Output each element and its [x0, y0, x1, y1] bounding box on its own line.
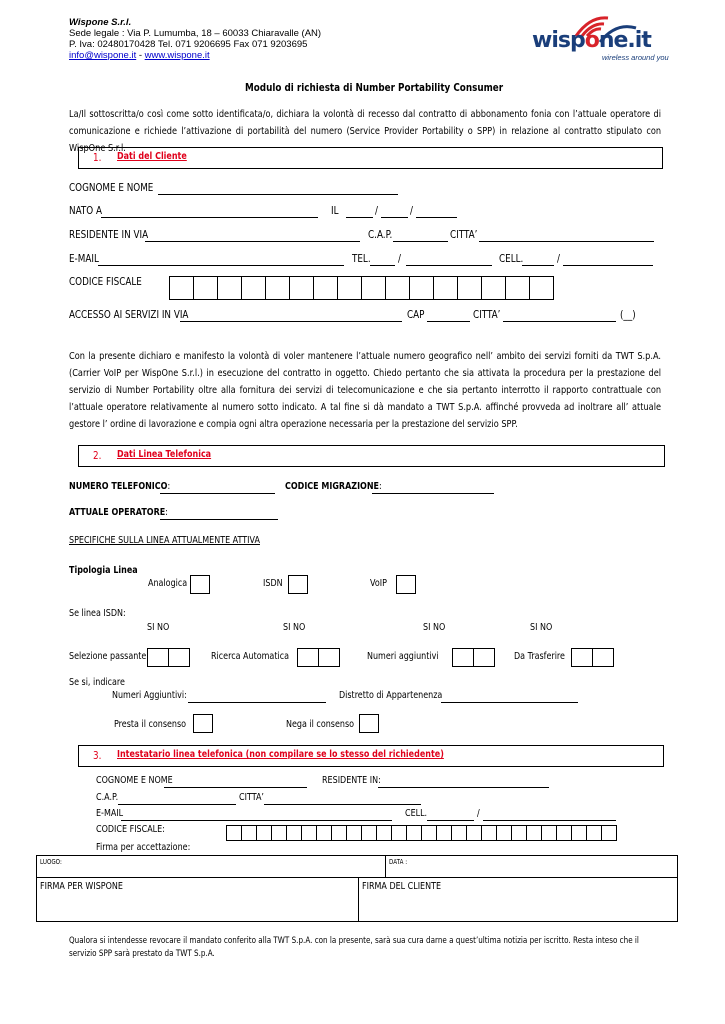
specifiche-heading: SPECIFICHE SULLA LINEA ATTUALMENTE ATTIVA — [69, 535, 260, 546]
cf-label: CODICE FISCALE — [69, 275, 142, 288]
citta2-field[interactable] — [503, 311, 616, 322]
si-no-header-3: SI NO — [423, 622, 446, 633]
section-1-header — [78, 147, 663, 169]
s3-email-field[interactable] — [121, 810, 392, 821]
numeri-label: Numeri aggiuntivi — [367, 651, 439, 662]
link-separator: - — [136, 50, 145, 61]
company-address: Sede legale : Via P. Lumumba, 18 – 60033 Chiaravalle (AN) — [69, 28, 322, 39]
distretto-label: Distretto di Appartenenza — [339, 690, 443, 701]
wispone-logo — [530, 8, 680, 68]
num-agg-label: Numeri Aggiuntivi: — [112, 690, 187, 701]
birth-year-field[interactable] — [416, 207, 457, 218]
nega-checkbox[interactable] — [359, 714, 379, 733]
company-name: Wispone S.r.l. — [69, 17, 132, 28]
website-link[interactable]: www.wispone.it — [144, 50, 210, 61]
citta-label: CITTA’ — [450, 228, 478, 241]
analogica-checkbox[interactable] — [190, 575, 210, 594]
isdn-checkbox[interactable] — [288, 575, 308, 594]
residente-field[interactable] — [145, 231, 360, 242]
logo-tagline: wireless around you — [602, 53, 669, 62]
numero-label: NUMERO TELEFONICO: — [69, 481, 171, 492]
si-no-header-1: SI NO — [147, 622, 170, 633]
citta-field[interactable] — [479, 231, 654, 242]
trasferire-label: Da Trasferire — [514, 651, 565, 662]
s3-cell-label: CELL. — [405, 808, 428, 819]
codice-migrazione-label: CODICE MIGRAZIONE: — [285, 481, 382, 492]
voip-checkbox[interactable] — [396, 575, 416, 594]
company-header — [69, 17, 321, 61]
birth-day-field[interactable] — [346, 207, 373, 218]
nega-label: Nega il consenso — [286, 719, 355, 730]
cell-prefix-field[interactable] — [522, 255, 554, 266]
cap-field[interactable] — [393, 231, 448, 242]
s3-cognome-label: COGNOME E NOME — [96, 775, 173, 786]
section-1-label: Dati del Cliente — [117, 151, 187, 162]
analogica-label: Analogica — [148, 578, 188, 589]
section-2-label: Dati Linea Telefonica — [117, 449, 212, 460]
tipologia-label: Tipologia Linea — [69, 565, 138, 576]
firma-wispone-field[interactable]: FIRMA PER WISPONE — [40, 881, 123, 892]
s3-cognome-field[interactable] — [164, 777, 307, 788]
section-3-header — [78, 745, 664, 767]
il-label: IL — [331, 204, 339, 217]
section-3-label: Intestatario linea telefonica (non compilare se lo stesso del richiedente) — [117, 749, 444, 760]
trasferire-si-no[interactable] — [571, 648, 614, 667]
cap-label: C.A.P. — [368, 228, 393, 241]
numero-field[interactable] — [160, 483, 275, 494]
accesso-field[interactable] — [180, 311, 402, 322]
nato-field[interactable] — [101, 207, 318, 218]
provincia-field[interactable]: (__) — [620, 308, 636, 321]
selezione-si-no[interactable] — [147, 648, 190, 667]
s3-citta-label: CITTA’ — [239, 792, 264, 803]
s3-codice-fiscale-cells[interactable] — [226, 825, 617, 841]
codice-fiscale-cells[interactable] — [169, 276, 554, 300]
num-agg-field[interactable] — [188, 692, 326, 703]
tel-label: TEL. — [352, 252, 371, 265]
cell-number-field[interactable] — [563, 255, 653, 266]
logo-wordmark: wispone.it — [532, 28, 651, 53]
section-2-header — [78, 445, 665, 467]
isdn-label: ISDN — [263, 578, 283, 589]
si-no-header-2: SI NO — [283, 622, 306, 633]
s3-cap-label: C.A.P. — [96, 792, 119, 803]
email-link[interactable]: info@wispone.it — [69, 50, 137, 61]
declaration-paragraph: Con la presente dichiaro e manifesto la volontà di voler mantenere l’attuale numero geografico nell’ ambito dei servizi forniti da TWT S.p.A. (Carrier VoIP per WispOne S.r.l.) in esecuzione del contratto in oggetto. Chiedo pertanto che sia attivata la procedura per la prestazione del servizio di Number Portability oltre alla fornitura dei servizi di telecomunicazione e che sia pertanto interrotto il rapporto contrattuale con l’attuale operatore relativamente al numero sotto indicato. A tal fine si dà mandato a TWT S.p.A. affinché provveda ad inoltrare all’ attuale gestore l’ ordine di lavorazione e compia ogni altra operazione necessaria per la prestazione del servizio SPP. — [69, 351, 662, 430]
page-title: Modulo di richiesta di Number Portability Consumer — [245, 81, 504, 94]
footer-note: Qualora si intendesse revocare il mandato conferito alla TWT S.p.A. con la presente, sarà sua cura darne a quest’ultima notizia per iscritto. Resta inteso che il servizio SPP sarà prestato da TWT S.p.A. — [69, 936, 639, 959]
numeri-si-no[interactable] — [452, 648, 495, 667]
s3-cap-field[interactable] — [118, 794, 236, 805]
s3-cell-number-field[interactable] — [483, 810, 616, 821]
presta-checkbox[interactable] — [193, 714, 213, 733]
data-field[interactable]: DATA : — [389, 858, 408, 866]
accesso-label: ACCESSO AI SERVIZI IN VIA — [69, 308, 189, 321]
distretto-field[interactable] — [441, 692, 578, 703]
se-si-label: Se si, indicare — [69, 677, 125, 688]
codice-migrazione-field[interactable] — [372, 483, 494, 494]
cap2-label: CAP — [407, 308, 425, 321]
tel-prefix-field[interactable] — [370, 255, 395, 266]
nato-label: NATO A — [69, 204, 103, 217]
section-2-number: 2. — [93, 449, 102, 462]
se-isdn-label: Se linea ISDN: — [69, 608, 126, 619]
s3-cf-label: CODICE FISCALE: — [96, 824, 165, 835]
email-field[interactable] — [98, 255, 344, 266]
s3-citta-field[interactable] — [264, 794, 421, 805]
signature-table — [36, 855, 678, 922]
voip-label: VoIP — [370, 578, 387, 589]
ricerca-label: Ricerca Automatica — [211, 651, 289, 662]
ricerca-si-no[interactable] — [297, 648, 340, 667]
birth-month-field[interactable] — [381, 207, 408, 218]
s3-firma-label: Firma per accettazione: — [96, 842, 191, 853]
cap2-field[interactable] — [427, 311, 470, 322]
company-vat-phone: P. Iva: 02480170428 Tel. 071 9206695 Fax 071 9203695 — [69, 39, 308, 50]
si-no-header-4: SI NO — [530, 622, 553, 633]
cognome-label: COGNOME E NOME — [69, 181, 154, 194]
cognome-field[interactable] — [158, 184, 398, 195]
luogo-field[interactable]: LUOGO: — [40, 858, 62, 866]
cell-label: CELL. — [499, 252, 524, 265]
email-label: E-MAIL — [69, 252, 99, 265]
operatore-label: ATTUALE OPERATORE: — [69, 507, 168, 518]
s3-email-label: E-MAIL — [96, 808, 124, 819]
tel-number-field[interactable] — [406, 255, 492, 266]
residente-label: RESIDENTE IN VIA — [69, 228, 149, 241]
selezione-label: Selezione passante — [69, 651, 147, 662]
firma-cliente-field[interactable]: FIRMA DEL CLIENTE — [362, 881, 442, 892]
operatore-field[interactable] — [160, 509, 278, 520]
citta2-label: CITTA’ — [473, 308, 501, 321]
s3-residente-field[interactable] — [378, 777, 549, 788]
s3-cell-prefix-field[interactable] — [427, 810, 474, 821]
intro-paragraph: La/Il sottoscritta/o così come sotto identificata/o, dichiara la volontà di recesso dal contratto di abbonamento fonia con l’attuale operatore di comunicazione e richiede l’attivazione di portabilità del numero (Service Provider Portability o SPP) in relazione al contratto stipulato con WispOne S.r.l. — [69, 109, 662, 154]
section-3-number: 3. — [93, 749, 102, 762]
presta-label: Presta il consenso — [114, 719, 187, 730]
s3-residente-label: RESIDENTE IN: — [322, 775, 381, 786]
section-1-number: 1. — [93, 151, 102, 164]
